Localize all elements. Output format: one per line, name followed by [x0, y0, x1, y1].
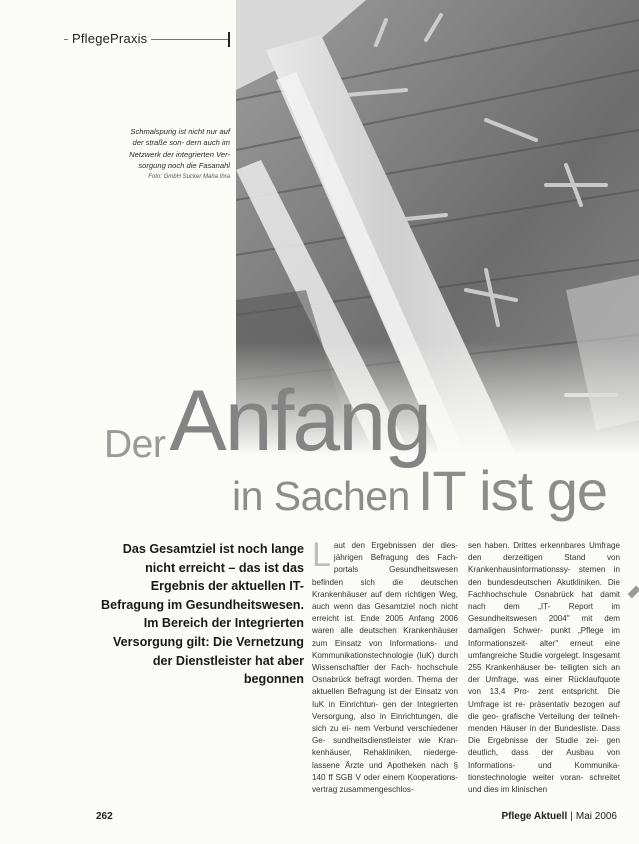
edge-marker: [628, 586, 639, 599]
body-column-2: [468, 540, 620, 796]
headline-word-anfang: Anfang: [169, 373, 430, 469]
headline-phrase-it: IT ist ge: [417, 459, 608, 522]
section-label: PflegePraxis: [68, 31, 151, 46]
magazine-footer: [501, 811, 617, 822]
body-text-1: aut den Ergebnissen der dies- jährigen Befragung des Fach- portals Gesundheitswesen befinden sich die deutschen Krankenhäuser auf dem richtigen Weg, auch wenn das Gesamtziel noch nicht erreicht ist. Ende 2005 Anfang 2006 waren alle deutschen Krankenhäuser zum Einsatz von Informations- und Kommunikationstechnologie (IuK) durch Wissenschaftler der Fach- hochschule Osnabrück befragt worden. Thema der aktuellen Befragung ist der Einsatz von IuK in Einrichtun- gen der Integrierten Versorgung, also in Einrichtungen, die sich zu ei- nem Verbund verschiedener Ge- sundheitsdienstleister wie Kran- kenhäuser, Rehakliniken, niederge- lassene Ärzte und Apotheken nach § 140 ff SGB V oder einem Kooperations- vertrag zusammengeschlos-: [312, 541, 458, 795]
photo-credit: Foto: GmbH Sucker Maha Ihra: [148, 173, 230, 180]
issue-date: Mai 2006: [575, 811, 617, 822]
footer-separator: |: [570, 811, 573, 822]
headline-line-2: [232, 458, 607, 523]
photo-caption: [128, 126, 230, 181]
headline-word-der: Der: [104, 423, 166, 466]
header-bar: [228, 32, 230, 47]
headline-line-1: [104, 372, 430, 469]
page-number: 262: [96, 811, 113, 822]
body-column-1: [312, 536, 458, 796]
caption-text: Schmalspurig ist nicht nur auf der straße son- dern auch im Netzwerk der integrierten Ver- sorgung noch die Fasanahl: [129, 127, 230, 171]
body-text-2: sen haben. Drittes erkennbares Umfrage den derzeitigen Stand von Krankenhausinformationssy- stemen in den bundesdeutschen Akutkliniken. Die Fachhochschule Osnabrück hat damit nach dem „IT- Report im Gesundheitswesen 2004" mit dem damaligen Schwer- punkt „Pflege im Informationszeit- alter" erneut eine umfangreiche Studie vorgelegt. Insgesamt 255 Krankenhäuser be- teiligten sich an der Umfrage, was einer Rücklaufquote von 13,4 Pro- zent entspricht. Die Umfrage ist re- präsentativ bezogen auf die geo- grafische Verteilung der teilneh- menden Häuser in der Bundesliste. Dass Die Ergebnisse der Studie zei- gen deutlich, dass der Ausbau von Informations- und Kommunika- tionstechnologie weiter voran- schreitet und dies im klinischen: [468, 541, 620, 795]
article-lead: Das Gesamtziel ist noch lange nicht erreicht – das ist das Ergebnis der aktuellen IT-Befragung im Gesundheitswesen. Im Bereich der Integrierten Versorgung gilt: Die Vernetzung der Dienstleister hat aber begonnen: [101, 542, 304, 687]
magazine-name: Pflege Aktuell: [501, 811, 568, 822]
headline-phrase-in-sachen: in Sachen: [232, 473, 410, 519]
section-header: [64, 30, 244, 50]
drop-cap: L: [312, 536, 331, 574]
